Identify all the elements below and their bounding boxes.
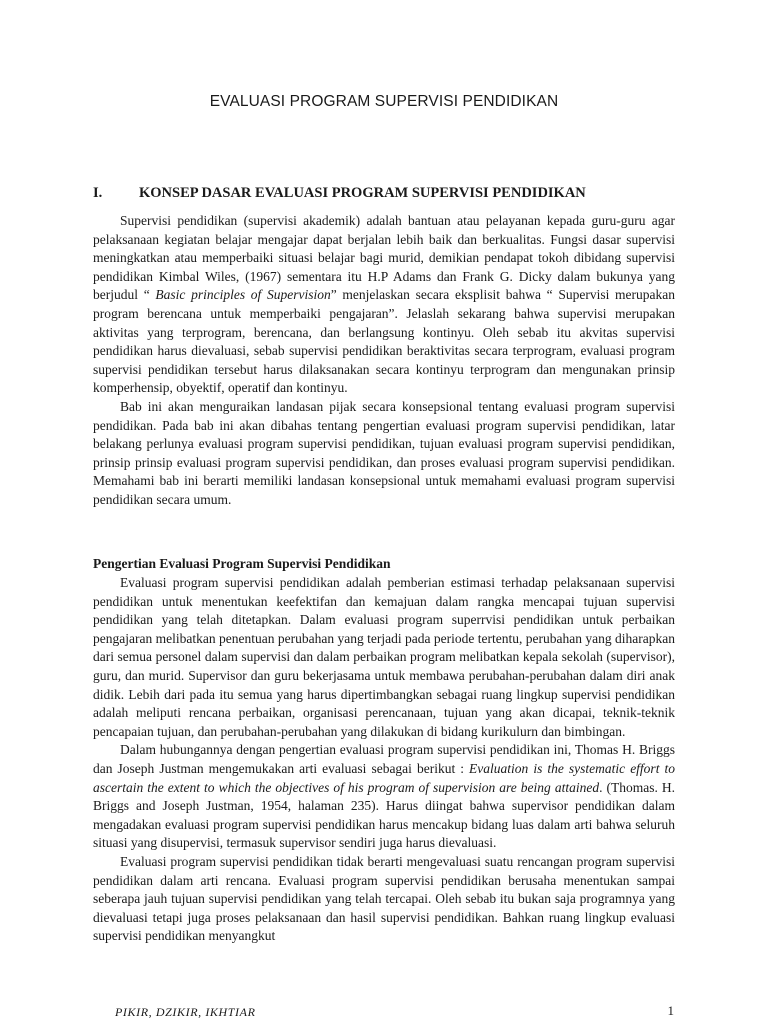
document-title: EVALUASI PROGRAM SUPERVISI PENDIDIKAN [209,93,559,110]
book-title-italic: Basic principles of Supervision [155,287,331,303]
paragraph: Evaluasi program supervisi pendidikan adalah pemberian estimasi terhadap pelaksanaan supervisi pendidikan untuk menentukan keefektifan dan kemajuan dalam rangka mencapai tujuan supervisi pendidikan yang telah ditetapkan. Dalam evaluasi program superrvisi pendidikan untuk perbaikan pengajaran melibatkan penentuan perubahan yang terjadi pada periode tertentu, perubahan yang diharapkan dari semua personel dalam supervisi dan dalam perbaikan program melibatkan kepala sekolah (supervisor), guru, dan murid. Supervisor dan guru bekerjasama untuk membawa perubahan-perubahan dalam diri anak didik. Lebih dari pada itu semua yang harus dipertimbangkan sebagai ruang lingkup supervisi pendidikan adalah meliputi rencana perbaikan, organisasi perencanaan, tujuan yang akan dicapai, teknik-teknik pencapaian tujuan, dan perubahan-perubahan yang dilakukan di bidang kurikulurn dan bimbingan. [93,575,675,739]
paragraph-text: Dalam hubungannya dengan pengertian evaluasi program supervisi pendidikan ini, Thomas H. Briggs dan Joseph Justman mengemukakan arti evaluasi sebagai berikut : [93,742,675,776]
subsection-heading: Pengertian Evaluasi Program Supervisi Pendidikan [93,556,391,571]
footer-motto: PIKIR, DZIKIR, IKHTIAR [115,1005,256,1019]
paragraph: Evaluasi program supervisi pendidikan tidak berarti mengevaluasi suatu rencangan program supervisi pendidikan dalam arti rencana. Evaluasi program supervisi pendidikan berusaha menentukan sampai seberapa jauh tujuan supervisi pendidikan yang telah tercapai. Oleh sebab itu bukan saja programnya yang dievaluasi tetapi juga proses pelaksanaan dan hasil supervisi pendidikan. Bahkan ruang lingkup evaluasi supervisi pendidikan menyangkut [93,853,675,944]
paragraph-text: Supervisi pendidikan (supervisi akademik) adalah bantuan atau pelayanan kepada guru-guru agar pelaksanaan kegiatan belajar mengajar dapat berjalan lebih baik dan berkualitas. Fungsi dasar supervisi meningkatkan atau memperbaiki situasi belajar bagi murid, demikian pendapat tokoh dibidang supervisi pendidikan Kimbal Wiles, (1967) sementara itu H.P Adams dan Frank G. Dicky dalam bukunya yang berjudul “ [93,213,675,303]
paragraph-text: . (Thomas. H. Briggs and Joseph Justman, 1954, halaman 235). Harus diingat bahwa supervisor pendidikan dalam mengadakan evaluasi program supervisi pendidikan harus mencakup bidang luas dalam arti bahwa seluruh situasi yang disupervisi, termasuk supervisor sendiri juga harus dievaluasi. [93,779,675,851]
section-body [93,212,675,510]
paragraph [93,741,675,853]
paragraph [93,212,675,398]
section-heading-text: KONSEP DASAR EVALUASI PROGRAM SUPERVISI PENDIDIKAN [139,185,586,201]
section-heading [93,185,693,202]
paragraph-text: ” menjelaskan secara eksplisit bahwa “ Supervisi merupakan program berencana untuk memperbaiki pengajaran”. Jelaslah sekarang bahwa supervisi merupakan aktivitas yang terprogram, berencana, dan berlangsung kontinyu. Oleh sebab itu akvitas supervisi pendidikan harus dievaluasi, sebab supervisi pendidikan beraktivitas secara terprogram, evaluasi program supervisi pendidikan tersebut harus dilaksanakan secara kontinyu terprogram dan mengunakan prinsip komperhensip, obyektif, operatif dan kontinyu. [93,287,675,396]
section-number: I. [93,185,103,201]
quote-italic: Evaluation is the systematic effort to ascertain the extent to which the objectives of his program of supervision are being attained [93,760,675,795]
subsection-body [93,574,675,946]
paragraph: Bab ini akan menguraikan landasan pijak secara konsepsional tentang evaluasi program supervisi pendidikan. Pada bab ini akan dibahas tentang pengertian evaluasi program supervisi pendidikan, latar belakang perlunya evaluasi program supervisi pendidikan, tujuan evaluasi program supervisi pendidikan, prinsip prinsip evaluasi program supervisi pendidikan, dan proses evaluasi program supervisi pendidikan. Memahami bab ini berarti memiliki landasan konsepsional untuk memahami evaluasi program supervisi pendidikan secara umum. [93,398,675,507]
page-number: 1 [667,1003,674,1018]
